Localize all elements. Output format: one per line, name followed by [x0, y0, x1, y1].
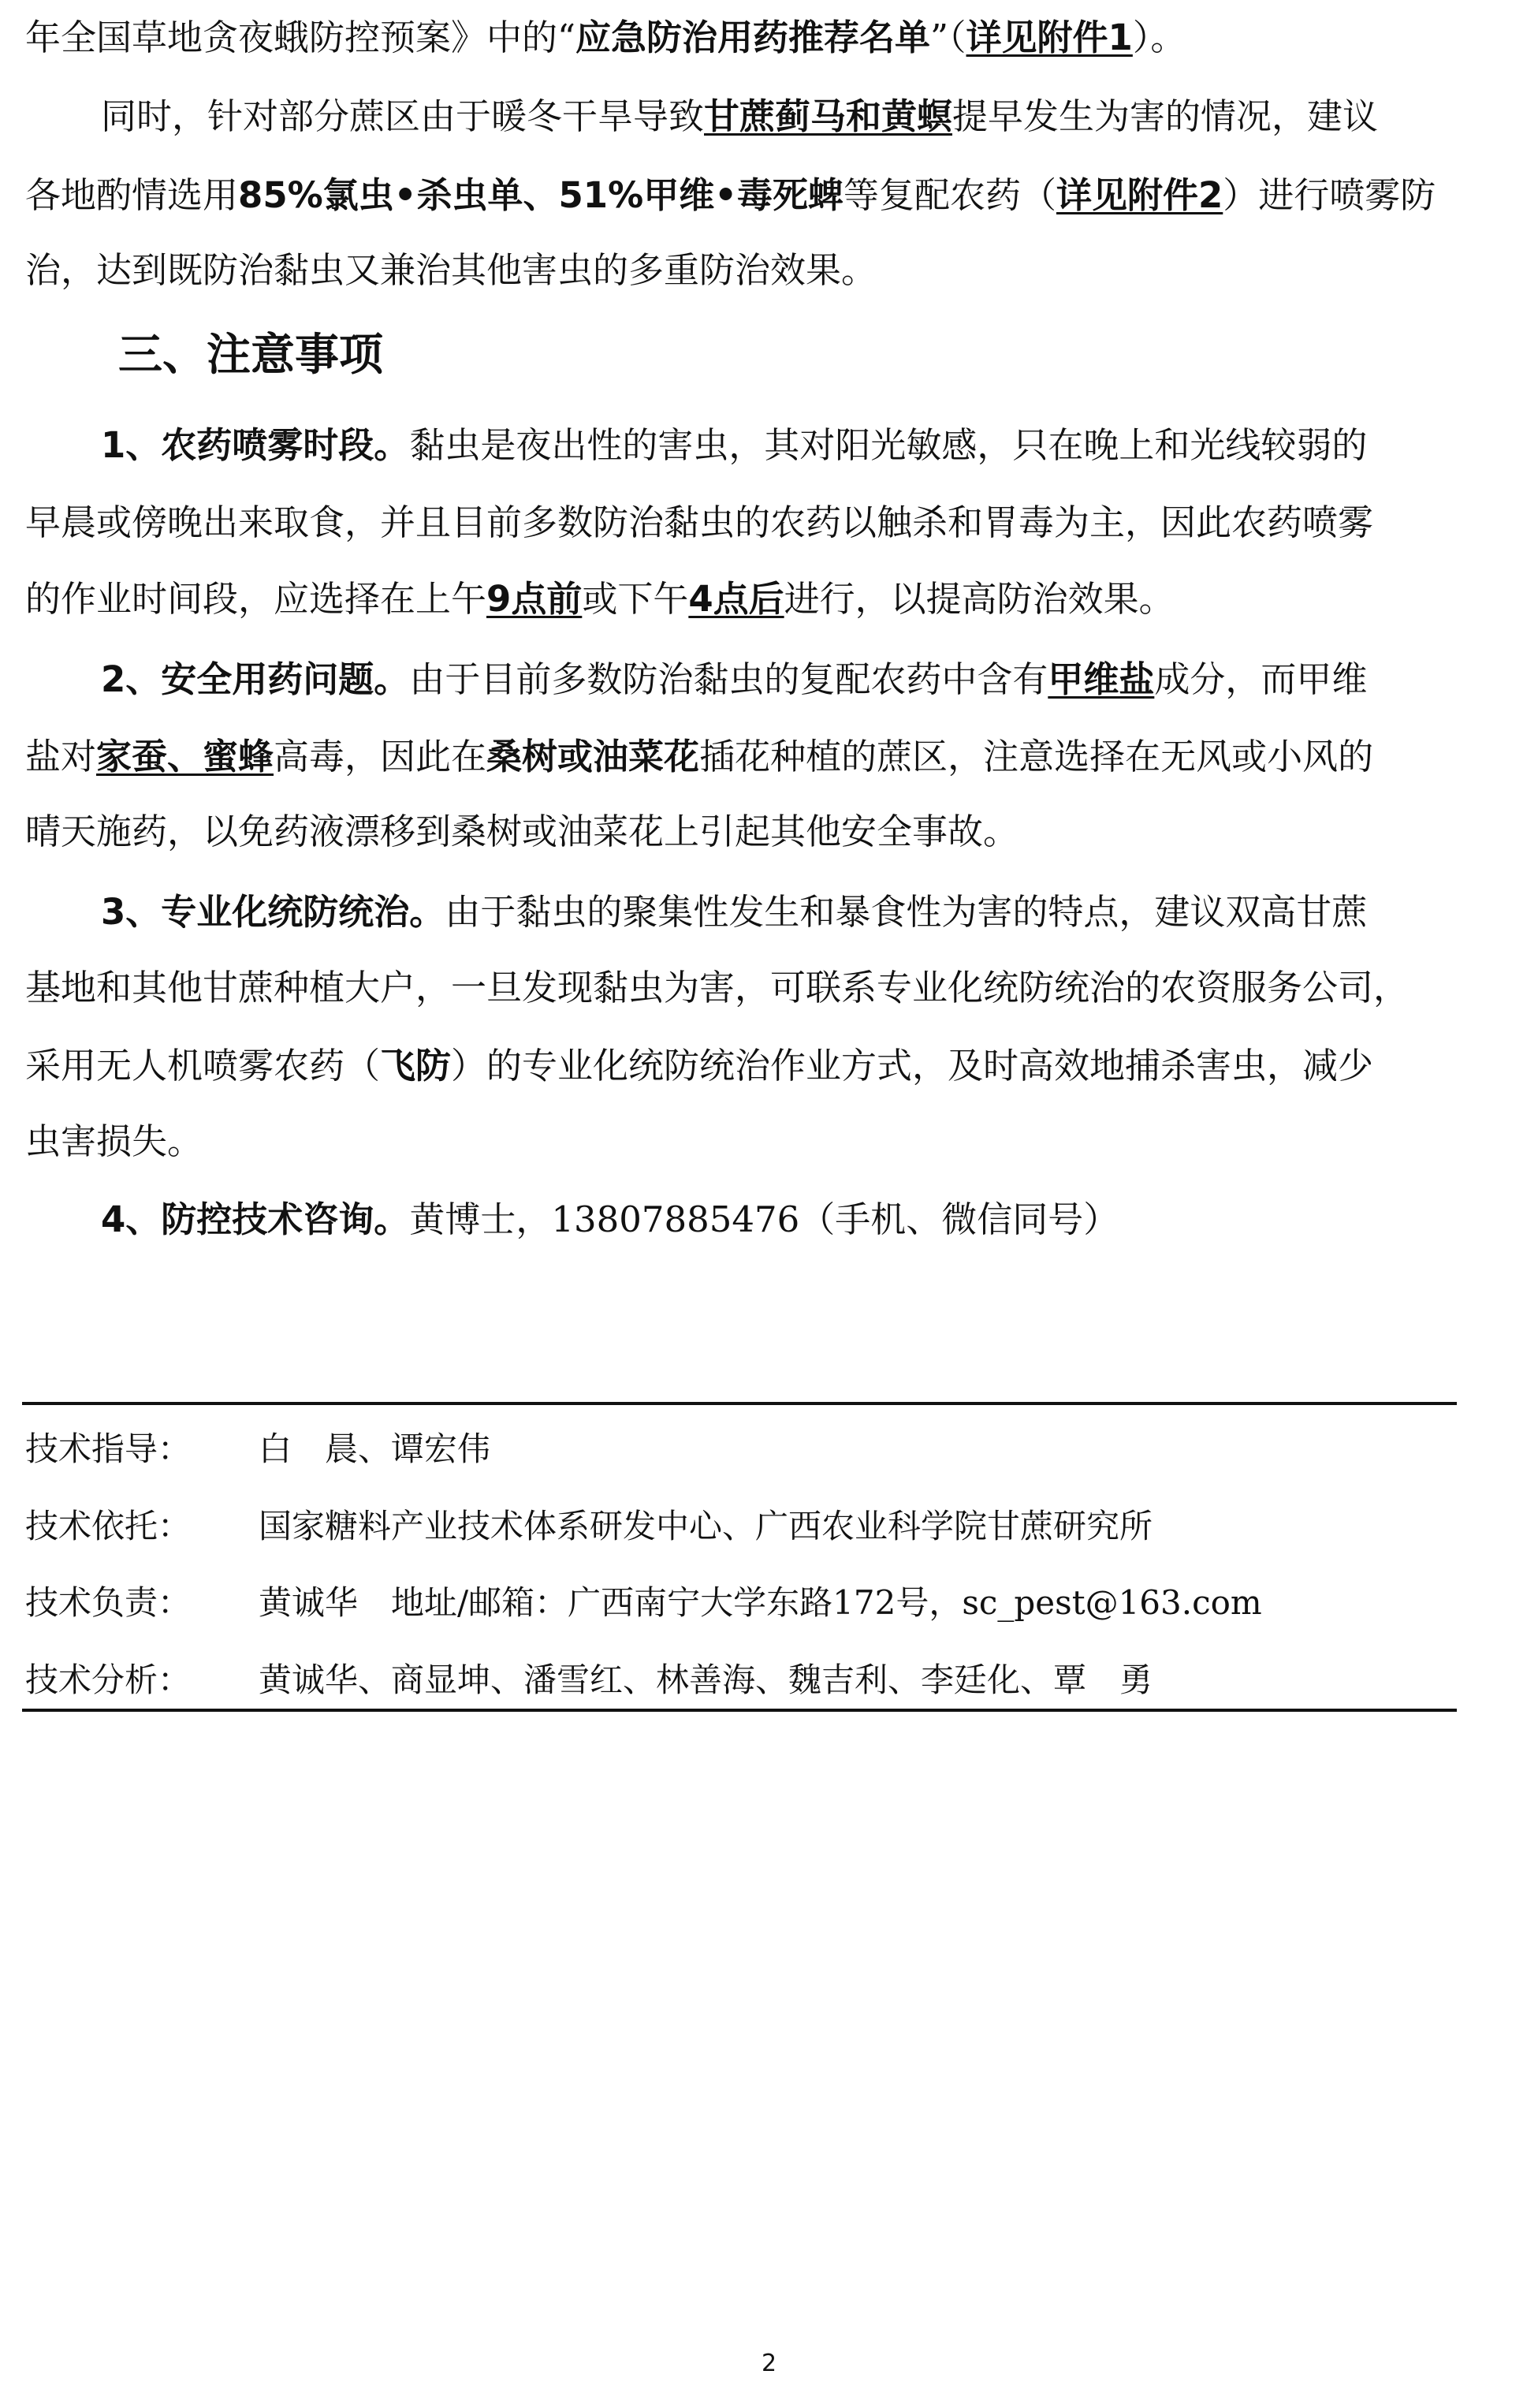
emphasis-text: 应急防治用药推荐名单 [575, 17, 931, 58]
item-title: 3、专业化统防统治。 [101, 891, 445, 933]
section-heading: 三、注意事项 [118, 330, 383, 381]
paragraph-line: 治，达到既防治黏虫又兼治其他害虫的多重防治效果。 [25, 249, 877, 291]
paragraph-line: 年全国草地贪夜蛾防控预案》中的“应急防治用药推荐名单”（详见附件1）。 [25, 17, 1186, 58]
crop-emphasis: 桑树或油菜花 [486, 736, 700, 777]
credit-row [25, 1427, 1507, 1471]
time-emphasis: 9点前 [486, 578, 583, 620]
paragraph-line: 采用无人机喷雾农药（飞防）的专业化统防统治作业方式，及时高效地捕杀害虫，减少 [25, 1045, 1374, 1087]
paragraph-line: 虫害损失。 [25, 1120, 203, 1162]
paragraph-line: 3、专业化统防统治。由于黏虫的聚集性发生和暴食性为害的特点，建议双高甘蔗 [101, 891, 1368, 933]
paragraph-line: 盐对家蚕、蜜蜂高毒，因此在桑树或油菜花插花种植的蔗区，注意选择在无风或小风的 [25, 736, 1374, 777]
pest-name-emphasis: 甘蔗蓟马和黄螟 [704, 95, 953, 137]
item-title: 2、安全用药问题。 [101, 658, 410, 700]
contact-info: 黄博士，13807885476（手机、微信同号） [409, 1198, 1119, 1240]
attachment-reference: 详见附件2 [1056, 174, 1223, 216]
item-title: 4、防控技术咨询。 [101, 1198, 410, 1240]
attachment-reference: 详见附件1 [966, 17, 1133, 58]
paragraph-line: 同时，针对部分蔗区由于暖冬干旱导致甘蔗蓟马和黄螟提早发生为害的情况，建议 [101, 95, 1379, 137]
credit-label: 技术依托： [25, 1507, 192, 1545]
paragraph-line: 2、安全用药问题。由于目前多数防治黏虫的复配农药中含有甲维盐成分，而甲维 [101, 658, 1368, 700]
credit-row [25, 1504, 1507, 1549]
item-title: 1、农药喷雾时段。 [101, 424, 410, 466]
credit-label: 技术分析： [25, 1661, 192, 1699]
paragraph-line: 1、农药喷雾时段。黏虫是夜出性的害虫，其对阳光敏感，只在晚上和光线较弱的 [101, 424, 1368, 466]
paragraph-line: 基地和其他甘蔗种植大户，一旦发现黏虫为害，可联系专业化统防统治的农资服务公司， [25, 967, 1410, 1008]
species-emphasis: 家蚕、蜜蜂 [96, 736, 274, 777]
credit-value: 黄诚华、商显坤、潘雪红、林善海、魏吉利、李廷化、覃 勇 [259, 1661, 1153, 1699]
paragraph-line: 的作业时间段，应选择在上午9点前或下午4点后进行，以提高防治效果。 [25, 578, 1175, 620]
page-number: 2 [761, 2350, 777, 2377]
credit-label: 技术指导： [25, 1430, 192, 1468]
credit-value: 国家糖料产业技术体系研发中心、广西农业科学院甘蔗研究所 [259, 1507, 1153, 1545]
credit-value: 黄诚华 地址/邮箱：广西南宁大学东路172号，sc_pest@163.com [259, 1583, 1262, 1622]
paragraph-line [101, 1196, 1520, 1243]
credit-row [25, 1658, 1507, 1702]
credit-row [25, 1581, 1507, 1625]
divider-bottom [22, 1709, 1457, 1712]
time-emphasis: 4点后 [688, 578, 784, 620]
credit-value: 白 晨、谭宏伟 [259, 1430, 491, 1468]
paragraph-line: 晴天施药，以免药液漂移到桑树或油菜花上引起其他安全事故。 [25, 811, 1019, 852]
paragraph-line: 各地酌情选用85%氯虫•杀虫单、51%甲维•毒死蜱等复配农药（详见附件2）进行喷雾防 [25, 174, 1436, 216]
ingredient-emphasis: 甲维盐 [1048, 658, 1155, 700]
pesticide-emphasis: 85%氯虫•杀虫单、51%甲维•毒死蜱 [238, 174, 843, 216]
divider-top [22, 1402, 1457, 1405]
paragraph-line: 早晨或傍晚出来取食，并且目前多数防治黏虫的农药以触杀和胃毒为主，因此农药喷雾 [25, 501, 1374, 543]
credit-label: 技术负责： [25, 1583, 192, 1622]
method-emphasis: 飞防 [380, 1045, 452, 1087]
